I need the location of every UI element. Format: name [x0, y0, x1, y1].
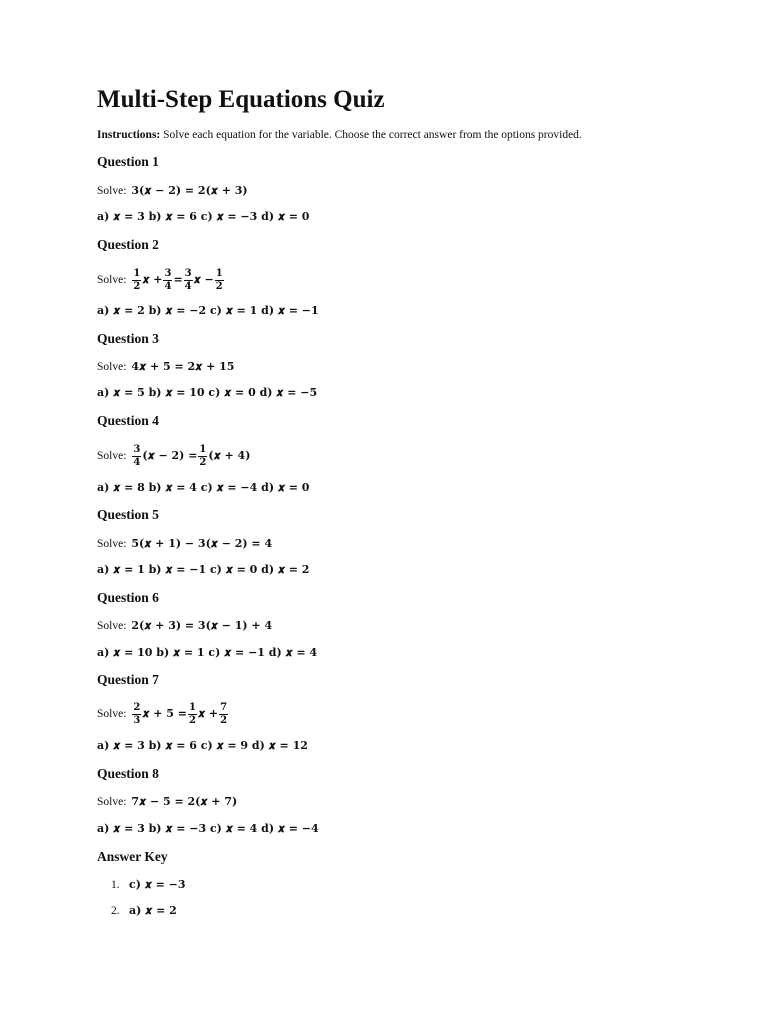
denominator: 2 [220, 714, 228, 726]
denominator: 2 [199, 456, 207, 468]
question-2-heading: Question 2 [97, 237, 159, 252]
question-5-heading: Question 5 [97, 507, 159, 522]
fraction [163, 268, 172, 293]
page-title: Multi-Step Equations Quiz [97, 86, 385, 113]
denominator: 4 [164, 280, 172, 292]
question-7-equation [97, 700, 229, 728]
question-1-heading: Question 1 [97, 154, 159, 169]
question-2-options [97, 303, 319, 319]
numerator: 7 [220, 701, 228, 713]
denominator: 3 [133, 714, 141, 726]
instructions [97, 127, 582, 143]
solve-label: Solve: [97, 620, 127, 632]
numerator: 2 [133, 701, 141, 713]
answer-options: a) 𝒙 = 3 b) 𝒙 = 6 c) 𝒙 = −3 d) 𝒙 = 0 [97, 210, 310, 223]
fraction [132, 268, 141, 293]
denominator: 2 [215, 280, 223, 292]
solve-label: Solve: [97, 185, 127, 197]
equation-part: 𝒙 − [193, 273, 214, 286]
numerator: 3 [133, 443, 141, 455]
question-4-equation [97, 442, 250, 470]
equation: 3(𝒙 − 2) = 2(𝒙 + 3) [131, 184, 248, 197]
fraction [198, 444, 207, 469]
answer-key-item [111, 903, 177, 919]
answer-options: a) 𝒙 = 8 b) 𝒙 = 4 c) 𝒙 = −4 d) 𝒙 = 0 [97, 481, 310, 494]
denominator: 4 [184, 280, 192, 292]
solve-label: Solve: [97, 538, 127, 550]
numerator: 3 [164, 267, 172, 279]
denominator: 2 [133, 280, 141, 292]
solve-label: Solve: [97, 274, 127, 286]
equation: 4𝒙 + 5 = 2𝒙 + 15 [131, 360, 235, 373]
numerator: 1 [133, 267, 141, 279]
question-1-options [97, 209, 309, 225]
question-7-options [97, 738, 308, 754]
equation-part: = [173, 273, 183, 286]
denominator: 4 [133, 456, 141, 468]
equation: 2(𝒙 + 3) = 3(𝒙 − 1) + 4 [131, 619, 273, 632]
fraction [188, 702, 197, 727]
equation-part: (𝒙 + 4) [208, 449, 251, 462]
fraction [219, 702, 228, 727]
answer-key-number: 1. [111, 879, 120, 891]
question-6-options [97, 645, 317, 661]
numerator: 1 [215, 267, 223, 279]
numerator: 1 [199, 443, 207, 455]
instructions-label: Instructions: [97, 129, 161, 141]
answer-options: a) 𝒙 = 3 b) 𝒙 = 6 c) 𝒙 = 9 d) 𝒙 = 12 [97, 739, 308, 752]
fraction [215, 268, 224, 293]
question-8-options [97, 821, 319, 837]
equation-part: 𝒙 + [197, 707, 219, 720]
question-5-options [97, 562, 309, 578]
instructions-text: Solve each equation for the variable. Choose the correct answer from the options provided. [160, 129, 582, 141]
solve-label: Solve: [97, 708, 127, 720]
answer-options: a) 𝒙 = 5 b) 𝒙 = 10 c) 𝒙 = 0 d) 𝒙 = −5 [97, 386, 318, 399]
answer-options: a) 𝒙 = 2 b) 𝒙 = −2 c) 𝒙 = 1 d) 𝒙 = −1 [97, 304, 319, 317]
fraction [132, 702, 141, 727]
solve-label: Solve: [97, 361, 127, 373]
equation-part: (𝒙 − 2) = [142, 449, 198, 462]
question-7-heading: Question 7 [97, 672, 159, 687]
equation: 5(𝒙 + 1) − 3(𝒙 − 2) = 4 [131, 537, 273, 550]
fraction [132, 444, 141, 469]
question-6-equation [97, 618, 272, 634]
question-5-equation [97, 536, 272, 552]
question-8-equation [97, 794, 237, 810]
question-4-options [97, 480, 309, 496]
question-8-heading: Question 8 [97, 766, 159, 781]
equation: 7𝒙 − 5 = 2(𝒙 + 7) [131, 795, 238, 808]
equation-part: 𝒙 + [142, 273, 163, 286]
answer-key-answer: a) 𝒙 = 2 [129, 904, 177, 917]
answer-key-answer: c) 𝒙 = −3 [129, 878, 186, 891]
question-6-heading: Question 6 [97, 590, 159, 605]
numerator: 1 [189, 701, 196, 713]
question-2-equation [97, 266, 225, 294]
answer-key-number: 2. [111, 905, 120, 917]
solve-label: Solve: [97, 796, 127, 808]
question-3-equation [97, 359, 234, 375]
numerator: 3 [184, 267, 192, 279]
question-1-equation [97, 183, 248, 199]
question-4-heading: Question 4 [97, 413, 159, 428]
question-3-heading: Question 3 [97, 331, 159, 346]
answer-key-item [111, 877, 186, 893]
solve-label: Solve: [97, 450, 127, 462]
answer-options: a) 𝒙 = 3 b) 𝒙 = −3 c) 𝒙 = 4 d) 𝒙 = −4 [97, 822, 319, 835]
answer-options: a) 𝒙 = 10 b) 𝒙 = 1 c) 𝒙 = −1 d) 𝒙 = 4 [97, 646, 318, 659]
answer-options: a) 𝒙 = 1 b) 𝒙 = −1 c) 𝒙 = 0 d) 𝒙 = 2 [97, 563, 310, 576]
fraction [184, 268, 193, 293]
equation-part: 𝒙 + 5 = [142, 707, 188, 720]
answer-key-heading: Answer Key [97, 849, 168, 864]
denominator: 2 [189, 714, 196, 726]
question-3-options [97, 385, 317, 401]
